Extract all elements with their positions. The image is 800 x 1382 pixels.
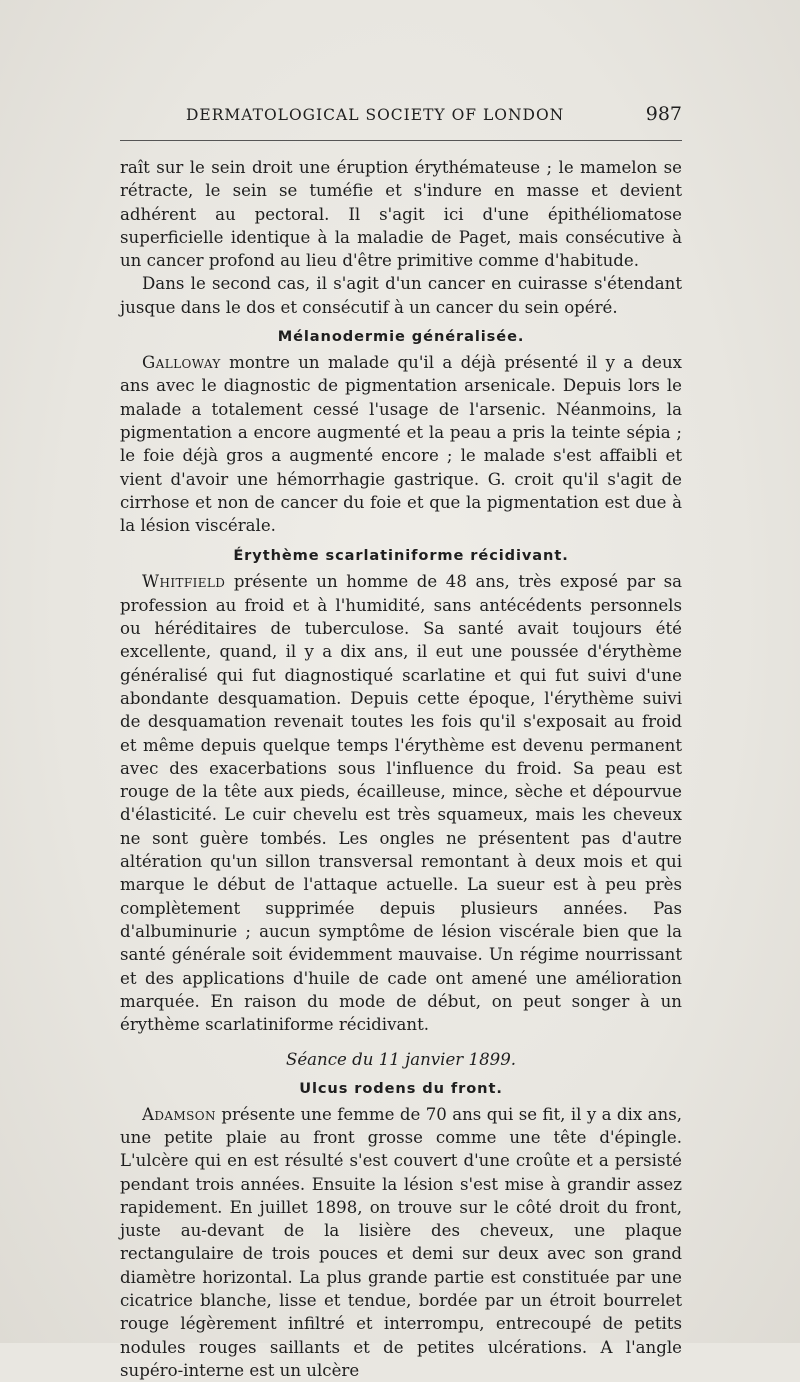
header-rule <box>120 140 682 141</box>
section-paragraph-melanodermie <box>120 351 682 537</box>
author-name: Whitfield <box>142 572 226 592</box>
running-head-title: DERMATOLOGICAL SOCIETY OF LONDON <box>186 106 565 124</box>
section-heading-ulcus: Ulcus rodens du front. <box>299 1079 503 1097</box>
running-head <box>120 103 682 129</box>
section-paragraph-ulcus <box>120 1103 682 1382</box>
section-text: présente un homme de 48 ans, très exposé par sa profession au froid et à l'humidité, sans antécédents personnels ou héréditaires de tuberculose. Sa santé avait toujours été excellente, quand, il y a dix ans, il eut une poussée d'érythème généralisé qui fut diagnostiqué scarlatine et qui fut suivi d'une abondante desquamation. Depuis cette époque, l'érythème suivi de desquamation revenait toutes les fois qu'il s'exposait au froid et même depuis quelque temps l'érythème est devenu permanent avec des exacerbations sous l'influence du froid. Sa peau est rouge de la tête aux pieds, écailleuse, mince, sèche et dépourvue d'élasticité. Le cuir chevelu est très squameux, mais les cheveux ne sont guère tombés. Les ongles ne présentent pas d'autre altération qu'un sillon transversal remontant à deux mois et qui marque le début de l'attaque actuelle. La sueur est à peu près complètement supprimée depuis plusieurs années. Pas d'albuminurie ; aucun symptôme de lésion viscérale bien que la santé générale soit évidemment mauvaise. Un régime nourrissant et des applications d'huile de cade ont amené une amélioration marquée. En raison du mode de début, on peut songer à un érythème scarlatiniforme récidivant. <box>120 572 682 1035</box>
section-heading-erytheme: Érythème scarlatiniforme récidivant. <box>233 547 569 565</box>
section-heading-melanodermie: Mélanodermie généralisée. <box>277 328 525 346</box>
section-text: montre un malade qu'il a déjà présenté il y a deux ans avec le diagnostic de pigmentation arsenicale. Depuis lors le malade a totalement cessé l'usage de l'arsenic. Néanmoins, la pigmentation a encore augmenté et la peau a pris la teinte sépia ; le foie déjà gros a augmenté encore ; le malade s'est affaibli et vient d'avoir une hémorrhagie gastrique. G. croit qu'il s'agit de cirrhose et non de cancer du foie et que la pigmentation est due à la lésion viscérale. <box>120 353 682 536</box>
author-name: Galloway <box>142 353 221 373</box>
seance-date: Séance du 11 janvier 1899. <box>285 1050 517 1070</box>
author-name: Adamson <box>142 1104 216 1124</box>
intro-paragraph-1: raît sur le sein droit une éruption érythémateuse ; le mamelon se rétracte, le sein se tuméfie et s'indure en masse et devient adhérent au pectoral. Il s'agit ici d'une épithéliomatose superficielle identique à la maladie de Paget, mais consécutive à un cancer profond au lieu d'être primitive comme d'habitude. <box>120 158 682 271</box>
section-text: présente une femme de 70 ans qui se fit, il y a dix ans, une petite plaie au front grosse comme une tête d'épingle. L'ulcère qui en est résulté s'est couvert d'une croûte et a persisté pendant trois années. Ensuite la lésion s'est mise à grandir assez rapidement. En juillet 1898, on trouve sur le côté droit du front, juste au-devant de la lisière des cheveux, une plaque rectangulaire de trois pouces et demi sur deux avec son grand diamètre horizontal. La plus grande partie est constituée par une cicatrice blanche, lisse et tendue, bordée par un étroit bourrelet rouge légèrement infiltré et interrompu, entrecoupé de petits nodules rouges saillants et de petites ulcérations. A l'angle supéro-interne est un ulcère <box>120 1104 682 1380</box>
section-paragraph-erytheme <box>120 570 682 1036</box>
intro-paragraph-2: Dans le second cas, il s'agit d'un cancer en cuirasse s'étendant jusque dans le dos et consécutif à un cancer du sein opéré. <box>120 274 682 317</box>
body-text <box>120 156 682 1382</box>
page-number: 987 <box>645 103 682 125</box>
